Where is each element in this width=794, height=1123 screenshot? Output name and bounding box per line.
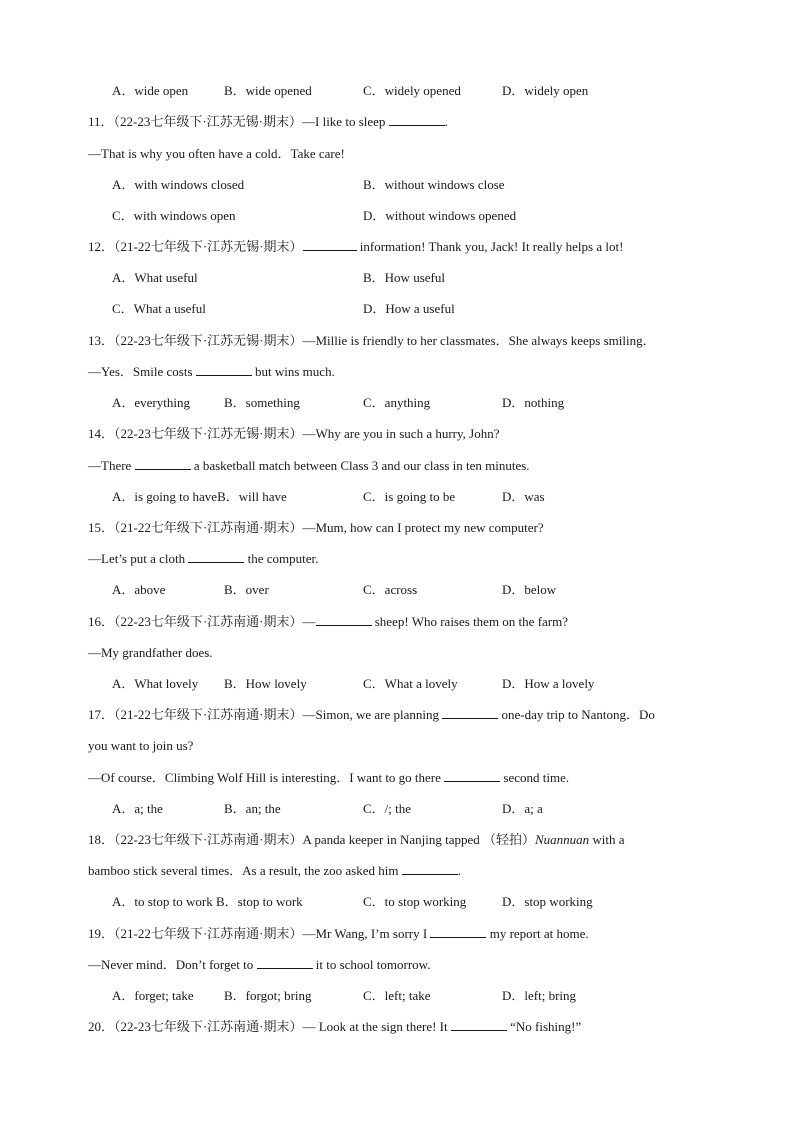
q14-option-d: D．was — [502, 489, 545, 504]
q15-option-a: A．above — [112, 582, 166, 597]
q19-option-c: C．left; take — [363, 988, 431, 1003]
q14-reply — [88, 457, 530, 475]
q16-option-c: C．What a lovely — [363, 676, 458, 691]
q19-stem — [88, 925, 589, 943]
q20-stem-end: “No fishing!” — [510, 1019, 582, 1034]
q20-stem — [88, 1018, 581, 1036]
q11-reply: —That is why you often have a cold．Take care! — [88, 146, 345, 161]
q18-stem-line2-end: . — [457, 863, 461, 878]
q18-option-c: C．to stop working — [363, 894, 467, 909]
q16-stem-end: sheep! Who raises them on the farm? — [374, 614, 568, 629]
q19-option-a: A．forget; take — [112, 988, 194, 1003]
q18-option-d: D．stop working — [502, 894, 593, 909]
q18-option-ab: A．to stop to work B．stop to work — [112, 894, 303, 909]
q14-stem: 14．（22-23七年级下·江苏无锡·期末）—Why are you in such a hurry, John? — [88, 426, 500, 441]
q12-stem — [88, 238, 623, 256]
q13-reply — [88, 363, 335, 381]
answer-blank — [135, 457, 191, 470]
answer-blank — [389, 113, 445, 126]
q17-reply-end: second time. — [503, 770, 570, 785]
q15-option-b: B．over — [224, 582, 269, 597]
answer-blank — [442, 706, 498, 719]
q14-option-c: C．is going to be — [363, 489, 456, 504]
q12-option-c: C．What a useful — [112, 301, 206, 316]
q17-option-c: C．/; the — [363, 801, 412, 816]
q10-option-b: B．wide opened — [224, 83, 312, 98]
q14-option-ab: A．is going to haveB．will have — [112, 489, 287, 504]
q19-reply-end: it to school tomorrow. — [315, 957, 431, 972]
q17-option-a: A．a; the — [112, 801, 163, 816]
q13-option-a: A．everything — [112, 395, 190, 410]
q18-stem — [88, 831, 625, 849]
q12-option-b: B．How useful — [363, 270, 445, 285]
answer-blank — [444, 769, 500, 782]
q15-stem: 15．（21-22七年级下·江苏南通·期末）—Mum, how can I protect my new computer? — [88, 520, 544, 535]
q17-option-b: B．an; the — [224, 801, 281, 816]
q12-option-d: D．How a useful — [363, 301, 455, 316]
q17-reply — [88, 769, 569, 787]
q16-option-b: B．How lovely — [224, 676, 307, 691]
q17-option-d: D．a; a — [502, 801, 543, 816]
answer-blank — [196, 363, 252, 376]
q12-stem-end: information! Thank you, Jack! It really helps a lot! — [359, 239, 624, 254]
q13-option-c: C．anything — [363, 395, 431, 410]
q16-stem-text: 16．（22-23七年级下·江苏南通·期末）— — [88, 614, 316, 629]
q10-option-c: C．widely opened — [363, 83, 461, 98]
q14-reply-text: —There — [88, 458, 132, 473]
q17-stem — [88, 706, 655, 724]
q19-option-b: B．forgot; bring — [224, 988, 312, 1003]
q17-stem-end: one-day trip to Nantong．Do — [501, 707, 655, 722]
q15-reply-end: the computer. — [247, 551, 319, 566]
q19-stem-end: my report at home. — [489, 926, 589, 941]
q17-stem-line2: you want to join us? — [88, 738, 194, 753]
answer-blank — [188, 550, 244, 563]
q16-reply: —My grandfather does. — [88, 645, 213, 660]
q17-stem-text: 17．（21-22七年级下·江苏南通·期末）—Simon, we are planning — [88, 707, 439, 722]
q15-reply-text: —Let’s put a cloth — [88, 551, 186, 566]
answer-blank — [316, 613, 372, 626]
q15-reply — [88, 550, 318, 568]
q16-option-a: A．What lovely — [112, 676, 199, 691]
answer-blank — [451, 1018, 507, 1031]
q12-stem-text: 12．（21-22七年级下·江苏无锡·期末） — [88, 239, 303, 254]
q19-option-d: D．left; bring — [502, 988, 577, 1003]
q18-stem-line2 — [88, 862, 461, 880]
q12-option-a: A．What useful — [112, 270, 198, 285]
q18-stem-line2-text: bamboo stick several times．As a result, the zoo asked him — [88, 863, 399, 878]
q16-option-d: D．How a lovely — [502, 676, 595, 691]
q19-reply-text: —Never mind．Don’t forget to — [88, 957, 254, 972]
answer-blank — [402, 862, 458, 875]
q13-stem: 13．（22-23七年级下·江苏无锡·期末）—Millie is friendly to her classmates．She always keeps smiling． — [88, 333, 656, 348]
answer-blank — [257, 956, 313, 969]
q20-stem-text: 20．（22-23七年级下·江苏南通·期末）— Look at the sign there! It — [88, 1019, 448, 1034]
q17-reply-text: —Of course．Climbing Wolf Hill is interesting．I want to go there — [88, 770, 441, 785]
q15-option-d: D．below — [502, 582, 557, 597]
q13-option-b: B．something — [224, 395, 300, 410]
q10-option-d: D．widely open — [502, 83, 589, 98]
q11-option-b: B．without windows close — [363, 177, 505, 192]
q18-stem-text: 18．（22-23七年级下·江苏南通·期末）A panda keeper in Nanjing tapped （轻拍） — [88, 832, 535, 847]
q13-reply-text: —Yes．Smile costs — [88, 364, 193, 379]
answer-blank — [430, 925, 486, 938]
q13-option-d: D．nothing — [502, 395, 565, 410]
q15-option-c: C．across — [363, 582, 418, 597]
q19-stem-text: 19．（21-22七年级下·江苏南通·期末）—Mr Wang, I’m sorry I — [88, 926, 428, 941]
answer-blank — [303, 238, 357, 251]
q16-stem — [88, 613, 568, 631]
q18-italic-name: Nuannuan — [534, 832, 590, 847]
q14-reply-end: a basketball match between Class 3 and our class in ten minutes. — [193, 458, 530, 473]
q10-option-a: A．wide open — [112, 83, 189, 98]
q11-stem-end: . — [444, 114, 448, 129]
q19-reply — [88, 956, 430, 974]
q11-option-c: C．with windows open — [112, 208, 236, 223]
q13-reply-end: but wins much. — [255, 364, 335, 379]
q11-stem — [88, 113, 448, 131]
q11-stem-text: 11．（22-23七年级下·江苏无锡·期末）—I like to sleep — [88, 114, 386, 129]
q11-option-d: D．without windows opened — [363, 208, 517, 223]
q18-stem-end: with a — [592, 832, 625, 847]
q11-option-a: A．with windows closed — [112, 177, 245, 192]
